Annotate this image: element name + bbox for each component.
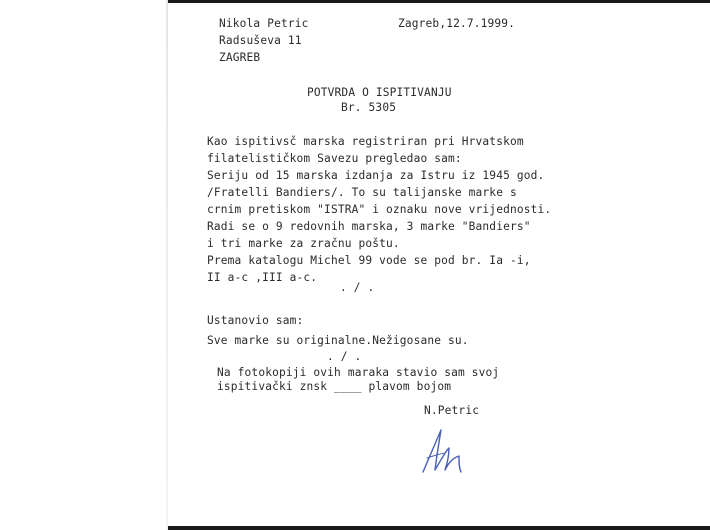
body-line: filatelističkom Savezu pregledao sam: — [207, 152, 462, 165]
finding-heading: Ustanovio sam: — [207, 314, 304, 327]
signature-name: N.Petric — [424, 404, 480, 417]
place-date: Zagreb,12.7.1999. — [398, 17, 516, 30]
note-line: ispitivački znsk ____ plavom bojom — [217, 380, 452, 393]
finding-text: Sve marke su originalne.Nežigosane su. — [207, 334, 469, 347]
body-line: crnim pretiskom "ISTRA" i oznaku nove vrijednosti. — [207, 203, 552, 216]
document-number: Br. 5305 — [341, 101, 397, 114]
body-line: Prema katalogu Michel 99 vode se pod br. Ia -i, — [207, 254, 531, 267]
body-line: II a-c ,III a-c. — [207, 271, 318, 284]
sender-name: Nikola Petric — [219, 17, 309, 30]
body-line: Kao ispitivsč marska registriran pri Hrvatskom — [207, 135, 524, 148]
sender-city: ZAGREB — [219, 51, 261, 64]
body-line: Seriju od 15 marska izdanja za Istru iz 1945 god. — [207, 169, 545, 182]
note-line: Na fotokopiji ovih maraka stavio sam svoj — [217, 366, 500, 379]
sender-street: Radsuševa 11 — [219, 34, 302, 47]
page-top-edge — [168, 0, 710, 3]
body-line: i tri marke za zračnu poštu. — [207, 237, 400, 250]
body-line: Radi se o 9 redovnih marska, 3 marke "Bandiers" — [207, 220, 531, 233]
document-title: POTVRDA O ISPITIVANJU — [307, 86, 452, 99]
separator-mark: . / . — [327, 350, 362, 363]
body-line: /Fratelli Bandiers/. To su talijanske marke s — [207, 186, 517, 199]
handwritten-signature — [415, 418, 485, 476]
page-left-edge — [166, 0, 168, 530]
page-bottom-edge — [168, 526, 710, 530]
separator-mark: . / . — [340, 281, 375, 294]
